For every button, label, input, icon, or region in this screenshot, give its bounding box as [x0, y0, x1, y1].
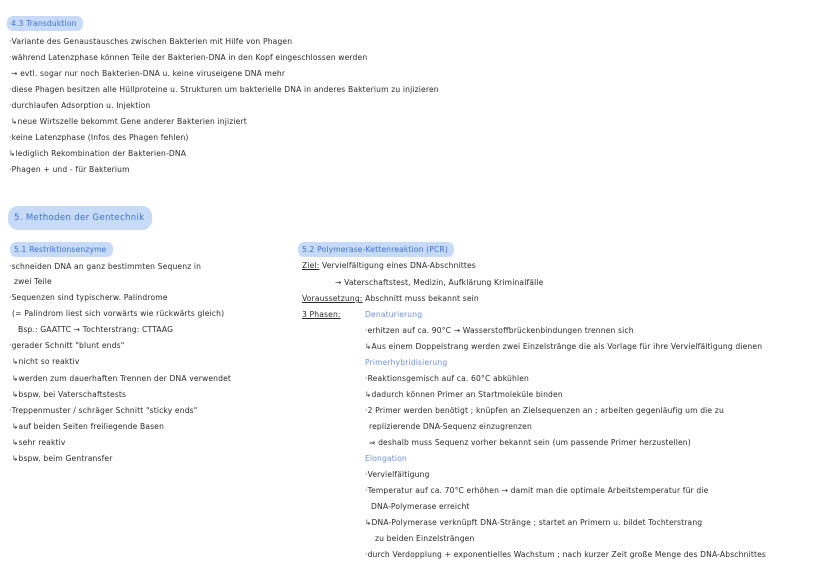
phase-2-title: Primerhybridisierung	[365, 358, 448, 367]
section-5-1-line: ·schneiden DNA an ganz bestimmten Sequenz in	[9, 262, 202, 271]
phase-1-line: ·erhitzen auf ca. 90°C → Wasserstoffbrückenbindungen trennen sich	[365, 326, 634, 335]
ziel-label: Ziel:	[302, 261, 320, 270]
section-5-2-heading: 5.2 Polymerase-Kettenreaktion (PCR)	[302, 244, 448, 255]
section-5-1-line: (= Palindrom liest sich vorwärts wie rückwärts gleich)	[12, 309, 225, 318]
section-4-3-line: ·diese Phagen besitzen alle Hüllproteine u. Strukturen um bakterielle DNA in anderes Bakterium zu injizieren	[9, 85, 439, 94]
section-5-1-line: ↳bspw. beim Gentransfer	[12, 454, 113, 463]
phase-2-line: ·Reaktionsgemisch auf ca. 60°C abkühlen	[365, 374, 530, 383]
section-4-3-line: ·Phagen + und - für Bakterium	[9, 165, 130, 174]
phase-3-line: ·Temperatur auf ca. 70°C erhöhen → damit man die optimale Arbeitstemperatur für die	[365, 486, 709, 495]
section-5-1-line: ↳sehr reaktiv	[12, 438, 66, 447]
section-5-1-line: ↳nicht so reaktiv	[12, 357, 80, 366]
phase-1-line: ↳Aus einem Doppelstrang werden zwei Einzelstränge die als Vorlage für ihre Vervielfältigung dienen	[365, 342, 763, 351]
section-5-1-line: ↳bspw. bei Vaterschaftstests	[12, 390, 127, 399]
section-4-3-line: ↳lediglich Rekombination der Bakterien-DNA	[9, 149, 187, 158]
section-5-1-heading: 5.1 Restriktionsenzyme	[14, 244, 107, 255]
section-4-3-line: ·durchlaufen Adsorption u. Injektion	[9, 101, 151, 110]
ziel-text: Vervielfältigung eines DNA-Abschnittes	[321, 261, 476, 270]
section-4-3-line: → evtl. sogar nur noch Bakterien-DNA u. keine viruseigene DNA mehr	[11, 69, 286, 78]
section-4-3-line: ↳neue Wirtszelle bekommt Gene anderer Bakterien injiziert	[11, 117, 247, 126]
phase-3-line: ·Vervielfältigung	[365, 470, 430, 479]
section-5-1-line: ·gerader Schnitt "blunt ends"	[9, 341, 125, 350]
section-4-3-heading: 4.3 Transduktion	[11, 18, 77, 29]
phase-3-line: zu beiden Einzelsträngen	[375, 534, 475, 543]
voraussetzung-text: Abschnitt muss bekannt sein	[365, 294, 479, 303]
section-5-1-line: ·Treppenmuster / schräger Schnitt "sticky ends"	[9, 406, 198, 415]
section-5-1-line: ↳werden zum dauerhaften Trennen der DNA verwendet	[12, 374, 232, 383]
phasen-label: 3 Phasen:	[302, 310, 341, 319]
section-5-1-line: zwei Teile	[14, 277, 52, 286]
voraussetzung-label: Voraussetzung:	[302, 294, 363, 303]
phase-2-line: ·2 Primer werden benötigt ; knüpfen an Zielsequenzen an ; arbeiten gegenläufig um die zu	[365, 406, 724, 415]
phase-3-title: Elongation	[365, 454, 407, 463]
phase-3-line: DNA-Polymerase erreicht	[371, 502, 470, 511]
section-5-heading: 5. Methoden der Gentechnik	[14, 211, 144, 225]
section-4-3-line: ·Variante des Genaustausches zwischen Bakterien mit Hilfe von Phagen	[9, 37, 293, 46]
phase-2-line: ↳dadurch können Primer an Startmoleküle binden	[365, 390, 563, 399]
phase-3-line: ↳DNA-Polymerase verknüpft DNA-Stränge ; startet an Primern u. bildet Tochterstrang	[365, 518, 703, 527]
ziel-line	[302, 260, 476, 271]
voraussetzung-line	[302, 293, 479, 304]
phase-3-line: ·durch Verdopplung + exponentielles Wachstum ; nach kurzer Zeit große Menge des DNA-Abschnittes	[365, 550, 767, 559]
section-4-3-line: ·während Latenzphase können Teile der Bakterien-DNA in den Kopf eingeschlossen werden	[9, 53, 368, 62]
section-4-3-line: ·keine Latenzphase (Infos des Phagen fehlen)	[9, 133, 189, 142]
section-5-1-line: ↳auf beiden Seiten freiliegende Basen	[12, 422, 165, 431]
section-5-1-line: Bsp.: GAATTC → Tochterstrang: CTTAAG	[18, 325, 174, 334]
phase-2-line: replizierende DNA-Sequenz einzugrenzen	[369, 422, 532, 431]
phase-2-line: ⇒ deshalb muss Sequenz vorher bekannt sein (um passende Primer herzustellen)	[369, 438, 691, 447]
section-5-1-line: ·Sequenzen sind typischerw. Palindrome	[9, 293, 168, 302]
phase-1-title: Denaturierung	[365, 310, 423, 319]
ziel-sub: → Vaterschaftstest, Medizin, Aufklärung Kriminalfälle	[335, 278, 544, 287]
